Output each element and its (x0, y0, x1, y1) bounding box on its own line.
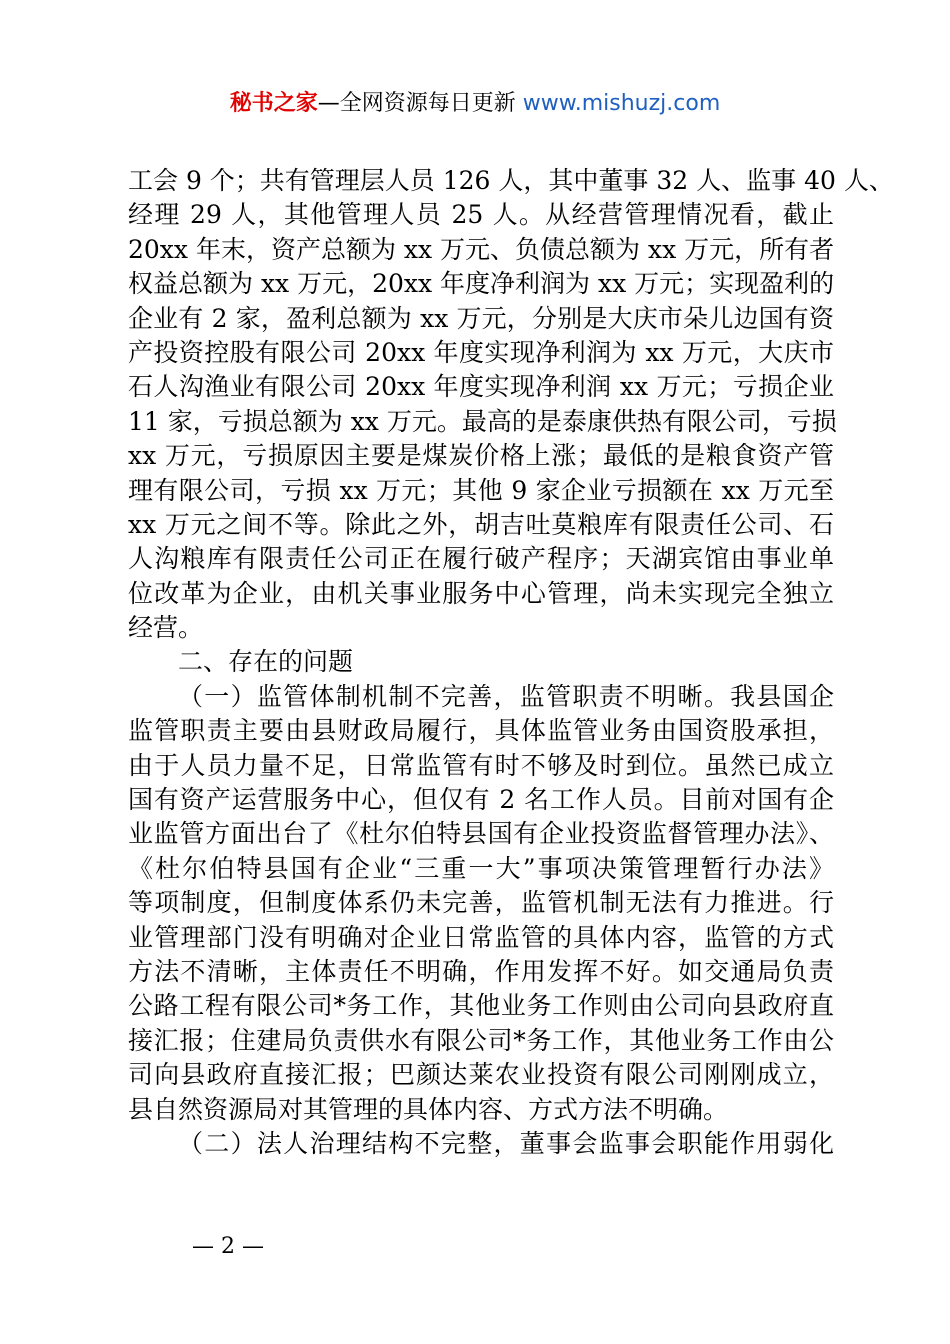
text-line: 企业有 2 家，盈利总额为 xx 万元，分别是大庆市朵儿边国有资 (128, 303, 834, 333)
text-line: 等项制度，但制度体系仍未完善，监管机制无法有力推进。行 (128, 888, 834, 918)
text-line: 方法不清晰，主体责任不明确，作用发挥不好。如交通局负责 (128, 956, 834, 986)
text-line: 权益总额为 xx 万元，20xx 年度净利润为 xx 万元；实现盈利的 (128, 269, 835, 299)
text-line: 接汇报；住建局负责供水有限公司*务工作，其他业务工作由公 (128, 1025, 834, 1055)
text-line: 司向县政府直接汇报；巴颜达莱农业投资有限公司刚刚成立， (128, 1060, 834, 1090)
text-line: 由于人员力量不足，日常监管有时不够及时到位。虽然已成立 (128, 750, 834, 780)
text-line: 监管职责主要由县财政局履行，具体监管业务由国资股承担， (128, 716, 834, 746)
banner-url[interactable]: www.mishuzj.com (522, 91, 721, 116)
text-line: 20xx 年末，资产总额为 xx 万元、负债总额为 xx 万元，所有者 (128, 234, 835, 264)
text-line: 人沟粮库有限责任公司正在履行破产程序；天湖宾馆由事业单 (128, 544, 834, 574)
text-line: 理有限公司，亏损 xx 万元；其他 9 家企业亏损额在 xx 万元至 (128, 475, 834, 505)
text-line: 工会 9 个；共有管理层人员 126 人，其中董事 32 人、监事 40 人、 (128, 166, 894, 195)
text-line: 《杜尔伯特县国有企业“三重一大”事项决策管理暂行办法》 (128, 853, 834, 883)
document-body (128, 164, 894, 1161)
text-line: 位改革为企业，由机关事业服务中心管理，尚未实现完全独立 (128, 578, 834, 608)
text-line: 业监管方面出台了《杜尔伯特县国有企业投资监督管理办法》、 (128, 819, 834, 849)
text-line: 业管理部门没有明确对企业日常监管的具体内容，监管的方式 (128, 922, 834, 952)
subsection-heading-1: （一）监管体制机制不完善，监管职责不明晰。我县国企 (178, 681, 834, 711)
page-number: — 2 — (192, 1234, 264, 1259)
text-line: 公路工程有限公司*务工作，其他业务工作则由公司向县政府直 (128, 991, 834, 1021)
text-line: 经营。 (128, 613, 204, 643)
text-line: xx 万元之间不等。除此之外，胡吉吐莫粮库有限责任公司、石 (128, 509, 834, 539)
banner-brand: 秘书之家 (229, 91, 318, 116)
text-line: xx 万元，亏损原因主要是煤炭价格上涨；最低的是粮食资产管 (128, 441, 834, 471)
text-line: 产投资控股有限公司 20xx 年度实现净利润为 xx 万元，大庆市 (128, 337, 834, 367)
subsection-heading-2: （二）法人治理结构不完整，董事会监事会职能作用弱化 (178, 1128, 834, 1158)
text-line: 经理 29 人，其他管理人员 25 人。从经营管理情况看，截止 (128, 200, 834, 230)
text-line: 国有资产运营服务中心，但仅有 2 名工作人员。目前对国有企 (128, 785, 834, 815)
text-line: 11 家，亏损总额为 xx 万元。最高的是泰康供热有限公司，亏损 (128, 406, 837, 436)
text-line: 石人沟渔业有限公司 20xx 年度实现净利润 xx 万元；亏损企业 (128, 372, 834, 402)
text-line: 县自然资源局对其管理的具体内容、方式方法不明确。 (128, 1094, 729, 1124)
section-heading: 二、存在的问题 (178, 647, 354, 677)
site-banner (0, 88, 950, 120)
banner-tagline: —全网资源每日更新 (317, 91, 523, 116)
